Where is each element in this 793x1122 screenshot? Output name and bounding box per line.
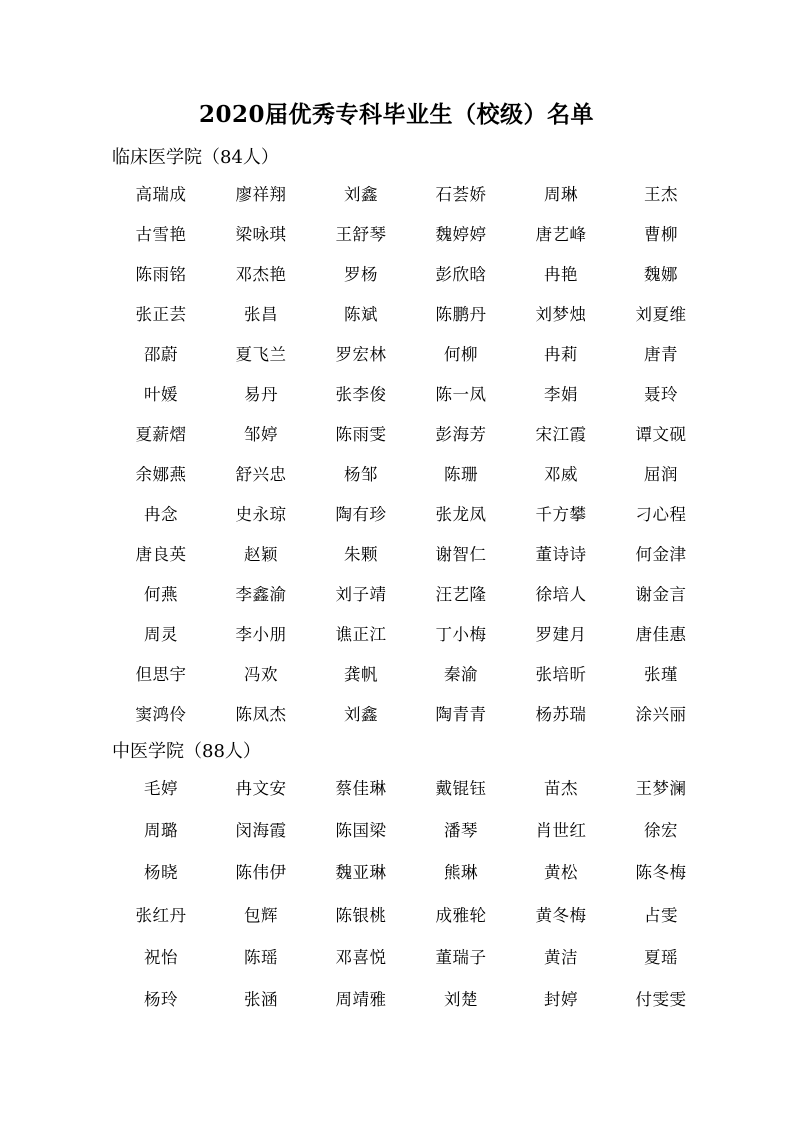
name-cell: 唐良英 — [135, 545, 187, 564]
page-title: 2020届优秀专科毕业生（校级）名单 — [198, 101, 594, 128]
name-cell: 周灵 — [144, 625, 178, 644]
name-cell: 蔡佳琳 — [335, 779, 387, 798]
name-cell: 魏亚琳 — [335, 863, 387, 883]
name-cell: 谯正江 — [335, 625, 387, 644]
name-cell: 彭欣晗 — [435, 265, 487, 284]
name-cell: 聂玲 — [644, 385, 678, 404]
name-cell: 屈润 — [644, 465, 678, 484]
name-cell: 陈一凤 — [435, 385, 487, 404]
name-cell: 董瑞子 — [435, 947, 487, 967]
name-cell: 冉艳 — [544, 265, 578, 284]
name-cell: 易丹 — [244, 385, 278, 404]
name-cell: 邹婷 — [244, 425, 278, 444]
name-cell: 杨晓 — [144, 863, 178, 883]
name-cell: 唐艺峰 — [535, 225, 587, 244]
name-cell: 黄洁 — [544, 947, 578, 967]
name-cell: 潘琴 — [444, 821, 478, 841]
name-cell: 陈鹏丹 — [435, 305, 487, 324]
name-cell: 龚帆 — [344, 665, 378, 684]
name-cell: 成雅轮 — [435, 905, 487, 925]
name-cell: 但思宇 — [135, 665, 187, 684]
name-cell: 余娜燕 — [135, 465, 187, 484]
name-cell: 闵海霞 — [235, 821, 287, 841]
name-cell: 刘子靖 — [335, 585, 387, 604]
name-cell: 罗杨 — [344, 265, 378, 284]
name-cell: 陶青青 — [435, 705, 487, 724]
name-cell: 何金津 — [635, 545, 687, 564]
name-cell: 董诗诗 — [535, 545, 587, 564]
name-cell: 毛婷 — [144, 779, 178, 798]
name-cell: 肖世红 — [535, 821, 587, 841]
name-cell: 陈瑶 — [244, 947, 278, 967]
name-cell: 李小朋 — [235, 625, 287, 644]
name-cell: 陈凤杰 — [235, 705, 287, 724]
name-cell: 梁咏琪 — [235, 225, 287, 244]
name-cell: 何燕 — [144, 585, 178, 604]
name-cell: 李娟 — [544, 385, 578, 404]
name-cell: 杨邹 — [344, 465, 378, 484]
name-cell: 张培昕 — [535, 665, 587, 684]
name-cell: 涂兴丽 — [635, 705, 687, 724]
name-cell: 张龙凤 — [435, 505, 487, 524]
name-cell: 窦鸿伶 — [135, 705, 187, 724]
name-cell: 黄冬梅 — [535, 905, 587, 925]
name-cell: 苗杰 — [544, 779, 578, 798]
name-cell: 唐佳惠 — [635, 625, 687, 644]
name-cell: 彭海芳 — [435, 425, 487, 444]
section-heading-zhongyi: 中医学院（88人） — [112, 741, 261, 762]
name-cell: 张涵 — [244, 989, 278, 1009]
name-cell: 陈银桃 — [335, 905, 387, 925]
name-cell: 徐宏 — [644, 821, 678, 841]
name-cell: 陈国梁 — [335, 821, 387, 841]
name-cell: 夏飞兰 — [235, 345, 287, 364]
name-cell: 王梦澜 — [635, 779, 687, 798]
section-heading-linchuang: 临床医学院（84人） — [112, 147, 279, 168]
name-cell: 祝怡 — [144, 947, 178, 967]
name-cell: 古雪艳 — [135, 225, 187, 244]
name-cell: 徐培人 — [535, 585, 587, 604]
name-cell: 冯欢 — [244, 665, 278, 684]
name-cell: 廖祥翔 — [235, 185, 287, 204]
name-cell: 黄松 — [544, 863, 578, 883]
name-cell: 陈雨铭 — [135, 265, 187, 284]
name-cell: 罗建月 — [535, 625, 587, 644]
name-cell: 邓杰艳 — [235, 265, 287, 284]
name-cell: 封婷 — [544, 989, 578, 1009]
name-cell: 高瑞成 — [135, 185, 187, 204]
name-cell: 刘梦烛 — [535, 305, 587, 324]
name-cell: 唐青 — [644, 345, 678, 364]
name-cell: 陈雨雯 — [335, 425, 387, 444]
name-cell: 包辉 — [244, 905, 278, 925]
name-cell: 陈伟伊 — [235, 863, 287, 883]
name-cell: 夏薪熠 — [135, 425, 187, 444]
name-cell: 冉文安 — [235, 779, 287, 798]
name-cell: 刘楚 — [444, 989, 478, 1009]
name-cell: 千方攀 — [535, 505, 587, 524]
name-cell: 杨苏瑞 — [535, 705, 587, 724]
name-cell: 汪艺隆 — [435, 585, 487, 604]
name-cell: 熊琳 — [444, 863, 478, 883]
name-cell: 占雯 — [644, 905, 678, 925]
name-cell: 王杰 — [644, 185, 678, 204]
name-cell: 邵蔚 — [144, 345, 178, 364]
name-grid-linchuang — [111, 175, 711, 735]
name-cell: 张正芸 — [135, 305, 187, 324]
name-cell: 付雯雯 — [635, 989, 687, 1009]
name-cell: 张瑾 — [644, 665, 678, 684]
name-cell: 杨玲 — [144, 989, 178, 1009]
name-cell: 张李俊 — [335, 385, 387, 404]
name-cell: 刘夏维 — [635, 305, 687, 324]
name-cell: 陈斌 — [344, 305, 378, 324]
name-cell: 朱颗 — [344, 545, 378, 564]
name-cell: 罗宏林 — [335, 345, 387, 364]
name-cell: 周靖雅 — [335, 989, 387, 1009]
name-cell: 冉莉 — [544, 345, 578, 364]
name-cell: 谢金言 — [635, 585, 687, 604]
name-cell: 曹柳 — [644, 225, 678, 244]
name-cell: 谭文砚 — [635, 425, 687, 444]
name-cell: 宋江霞 — [535, 425, 587, 444]
name-cell: 秦渝 — [444, 665, 478, 684]
name-cell: 叶媛 — [144, 385, 178, 404]
name-cell: 陈珊 — [444, 465, 478, 484]
name-cell: 张红丹 — [135, 905, 187, 925]
name-cell: 冉念 — [144, 505, 178, 524]
name-cell: 魏婷婷 — [435, 225, 487, 244]
name-cell: 陶有珍 — [335, 505, 387, 524]
name-cell: 刁心程 — [635, 505, 687, 524]
name-cell: 邓喜悦 — [335, 947, 387, 967]
name-cell: 张昌 — [244, 305, 278, 324]
name-cell: 史永琼 — [235, 505, 287, 524]
name-cell: 何柳 — [444, 345, 478, 364]
name-cell: 魏娜 — [644, 265, 678, 284]
name-cell: 周璐 — [144, 821, 178, 841]
name-cell: 陈冬梅 — [635, 863, 687, 883]
name-cell: 赵颖 — [244, 545, 278, 564]
name-cell: 谢智仁 — [435, 545, 487, 564]
name-cell: 邓威 — [544, 465, 578, 484]
name-cell: 王舒琴 — [335, 225, 387, 244]
name-grid-zhongyi — [111, 768, 711, 1021]
name-cell: 夏瑶 — [644, 947, 678, 967]
name-cell: 舒兴忠 — [235, 465, 287, 484]
name-cell: 李鑫渝 — [235, 585, 287, 604]
name-cell: 丁小梅 — [435, 625, 487, 644]
name-cell: 戴锟钰 — [435, 779, 487, 798]
name-cell: 刘鑫 — [344, 185, 378, 204]
name-cell: 刘鑫 — [344, 705, 378, 724]
name-cell: 石荟娇 — [435, 185, 487, 204]
name-cell: 周琳 — [544, 185, 578, 204]
